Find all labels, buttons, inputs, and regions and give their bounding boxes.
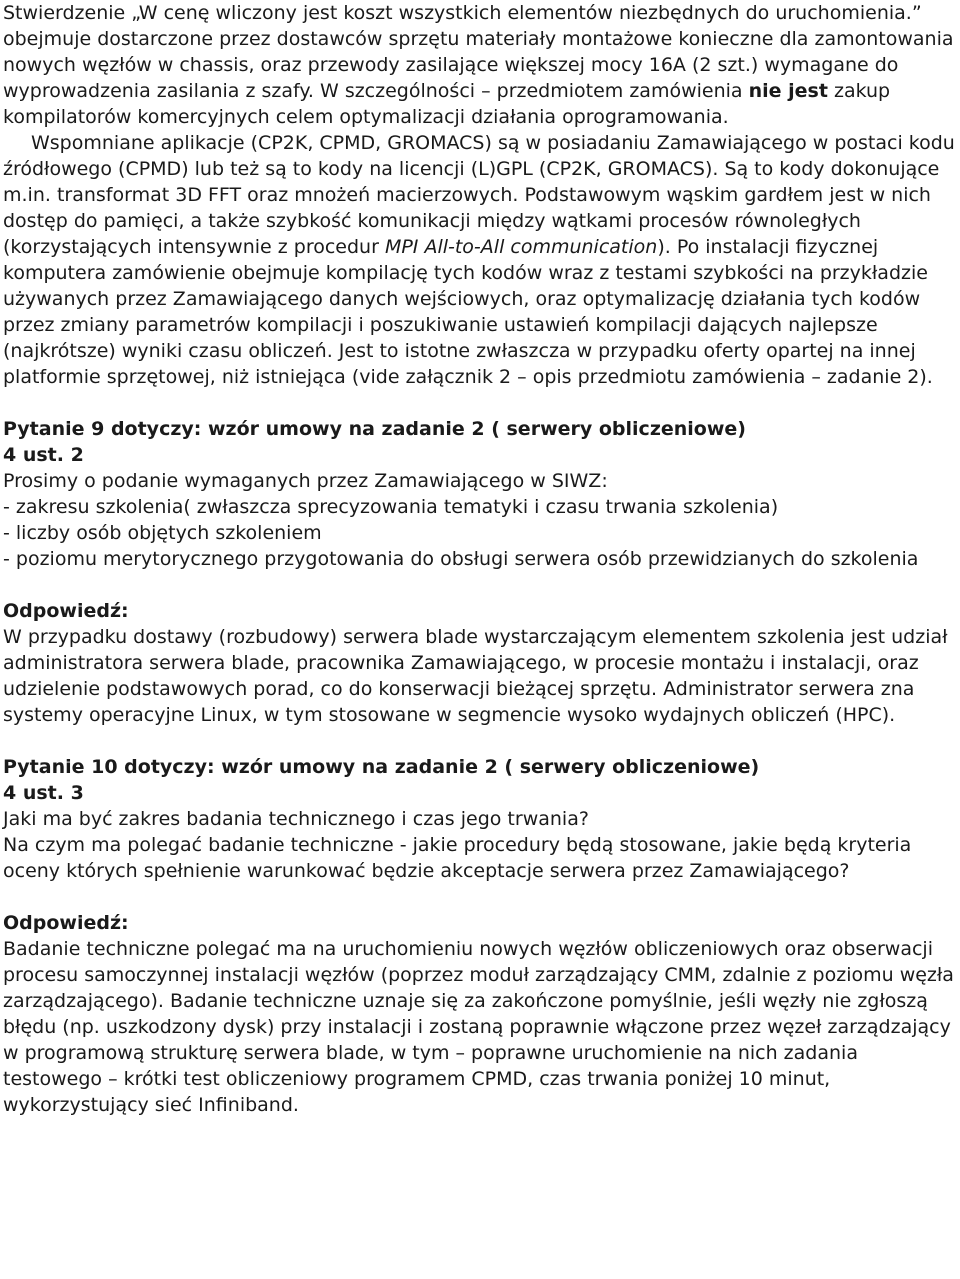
spacer [3, 884, 959, 910]
q10-section: 4 ust. 3 [3, 782, 84, 804]
q9-item-1: - zakresu szkolenia( zwłaszcza sprecyzowania tematyki i czasu trwania szkolenia) [3, 496, 779, 518]
q9-item-3: - poziomu merytorycznego przygotowania do obsługi serwera osób przewidzianych do szkolenia [3, 548, 919, 570]
q10-answer-label: Odpowiedź: [3, 912, 129, 934]
q10-heading: Pytanie 10 dotyczy: wzór umowy na zadanie 2 ( serwery obliczeniowe) [3, 756, 760, 778]
q9-heading: Pytanie 9 dotyczy: wzór umowy na zadanie 2 ( serwery obliczeniowe) [3, 418, 746, 440]
spacer [3, 728, 959, 754]
q9-intro: Prosimy o podanie wymaganych przez Zamawiającego w SIWZ: [3, 470, 608, 492]
intro-paragraph-1: Stwierdzenie „W cenę wliczony jest koszt wszystkich elementów niezbędnych do uruchomienia.” obejmuje dostarczone przez dostawców sprzętu materiały montażowe konieczne dla zamontowania nowych węzłów w chassis, oraz przewody zasilające większej mocy 16A (2 szt.) wymagane do wyprowadzenia zasilania z szafy. W szczególności – przedmiotem zamówienia nie jest zakup kompilatorów komercyjnych celem optymalizacji działania oprogramowania. [3, 2, 954, 128]
q10-answer: Badanie techniczne polegać ma na uruchomieniu nowych węzłów obliczeniowych oraz obserwacji procesu samoczynnej instalacji węzłów (poprzez moduł zarządzający CMM, zdalnie z poziomu węzła zarządzającego). Badanie techniczne uznaje się za zakończone pomyślnie, jeśli węzły nie zgłoszą błędu (np. uszkodzony dysk) przy instalacji i zostaną poprawnie włączone przez węzeł zarządzający w programową strukturę serwera blade, w tym – poprawne uruchomienie na nich zadania testowego – krótki test obliczeniowy programem CPMD, czas trwania poniżej 10 minut, wykorzystujący sieć Infiniband. [3, 938, 954, 1116]
q9-answer-label: Odpowiedź: [3, 600, 129, 622]
emphasis-nie-jest: nie jest [748, 80, 828, 102]
spacer [3, 572, 959, 598]
spacer [3, 390, 959, 416]
intro-paragraph-2: Wspomniane aplikacje (CP2K, CPMD, GROMACS) są w posiadaniu Zamawiającego w postaci kodu źródłowego (CPMD) lub też są to kody na licencji (L)GPL (CP2K, GROMACS). Są to kody dokonujące m.in. transformat 3D FFT oraz mnożeń macierzowych. Podstawowym wąskim gardłem jest w nich dostęp do pamięci, a także szybkość komunikacji między wątkami procesów równoległych (korzystających intensywnie z procedur MPI All-to-All communication). Po instalacji fizycznej komputera zamówienie obejmuje kompilację tych kodów wraz z testami szybkości na przykładzie używanych przez Zamawiającego danych wejściowych, oraz optymalizację działania tych kodów przez zmiany parametrów kompilacji i poszukiwanie ustawień kompilacji dających najlepsze (najkrótsze) wyniki czasu obliczeń. Jest to istotne zwłaszcza w przypadku oferty opartej na innej platformie sprzętowej, niż istniejąca (vide załącznik 2 – opis przedmiotu zamówienia – zadanie 2). [3, 132, 955, 388]
italic-mpi-term: MPI All-to-All communication [384, 236, 658, 258]
q9-section: 4 ust. 2 [3, 444, 84, 466]
q10-line-2: Na czym ma polegać badanie techniczne - jakie procedury będą stosowane, jakie będą kryteria oceny których spełnienie warunkować będzie akceptacje serwera przez Zamawiającego? [3, 834, 912, 882]
q9-item-2: - liczby osób objętych szkoleniem [3, 522, 322, 544]
document-page [3, 0, 959, 1118]
q10-line-1: Jaki ma być zakres badania technicznego i czas jego trwania? [3, 808, 589, 830]
q9-answer: W przypadku dostawy (rozbudowy) serwera blade wystarczającym elementem szkolenia jest udział administratora serwera blade, pracownika Zamawiającego, w procesie montażu i instalacji, oraz udzielenie podstawowych porad, co do konserwacji bieżącej sprzętu. Administrator serwera zna systemy operacyjne Linux, w tym stosowane w segmencie wysoko wydajnych obliczeń (HPC). [3, 626, 948, 726]
